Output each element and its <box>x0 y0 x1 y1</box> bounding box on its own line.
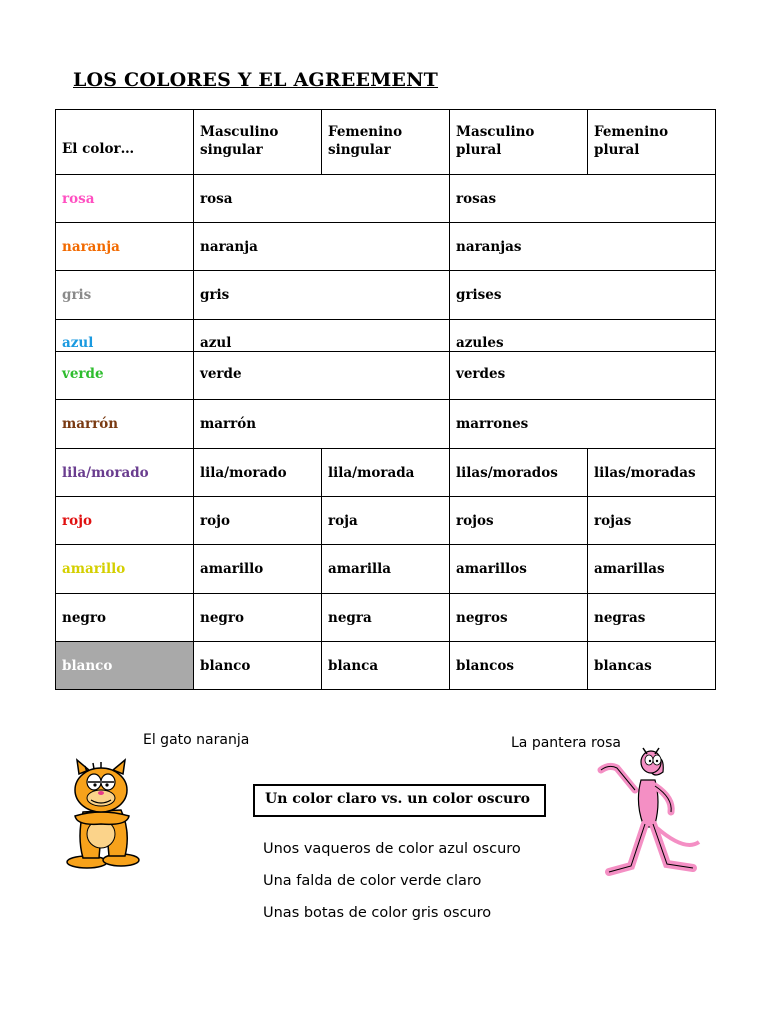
cell-singular: verde <box>194 352 450 400</box>
header-fem-sing: Femenino singular <box>322 110 450 175</box>
pink-panther-image <box>595 742 710 882</box>
color-name: marrón <box>56 400 194 449</box>
cell-masc-plural: amarillos <box>450 545 588 594</box>
table-row <box>56 352 716 400</box>
color-name: amarillo <box>56 545 194 594</box>
panther-caption: La pantera rosa <box>511 735 621 751</box>
example-sentence: Unos vaqueros de color azul oscuro <box>263 841 521 857</box>
cell-fem-sing: lila/morada <box>322 449 450 497</box>
header-masc-sing: Masculino singular <box>194 110 322 175</box>
color-name: naranja <box>56 223 194 271</box>
color-agreement-table <box>55 109 716 690</box>
cell-masc-sing: lila/morado <box>194 449 322 497</box>
table-row <box>56 545 716 594</box>
cell-masc-sing: negro <box>194 594 322 642</box>
color-name-blanco: blanco <box>56 642 194 690</box>
table-row <box>56 320 716 352</box>
garfield-cat-image <box>55 752 145 870</box>
cell-plural: naranjas <box>450 223 716 271</box>
cell-plural: verdes <box>450 352 716 400</box>
color-name: lila/morado <box>56 449 194 497</box>
cell-fem-sing: blanca <box>322 642 450 690</box>
cell-singular: azul <box>194 320 450 352</box>
cell-singular: naranja <box>194 223 450 271</box>
cell-masc-plural: negros <box>450 594 588 642</box>
color-name: rosa <box>56 175 194 223</box>
cell-fem-sing: negra <box>322 594 450 642</box>
table-header-row <box>56 110 716 175</box>
cat-caption: El gato naranja <box>143 732 250 748</box>
color-name: azul <box>56 320 194 352</box>
table-row <box>56 175 716 223</box>
cell-fem-plural: lilas/moradas <box>588 449 716 497</box>
example-sentence: Una falda de color verde claro <box>263 873 482 889</box>
table-row <box>56 449 716 497</box>
cell-plural: grises <box>450 271 716 320</box>
header-color: El color… <box>56 110 194 175</box>
cell-singular: gris <box>194 271 450 320</box>
header-masc-plural: Masculino plural <box>450 110 588 175</box>
color-name: rojo <box>56 497 194 545</box>
color-name: verde <box>56 352 194 400</box>
cell-masc-sing: blanco <box>194 642 322 690</box>
table-row <box>56 271 716 320</box>
table-row <box>56 497 716 545</box>
cell-masc-sing: amarillo <box>194 545 322 594</box>
table-row <box>56 642 716 690</box>
cell-masc-sing: rojo <box>194 497 322 545</box>
cell-fem-sing: amarilla <box>322 545 450 594</box>
color-name: gris <box>56 271 194 320</box>
cell-fem-plural: negras <box>588 594 716 642</box>
cell-plural: marrones <box>450 400 716 449</box>
cell-fem-sing: roja <box>322 497 450 545</box>
header-fem-plural: Femenino plural <box>588 110 716 175</box>
color-name: negro <box>56 594 194 642</box>
cell-plural: azules <box>450 320 716 352</box>
table-row <box>56 223 716 271</box>
cell-plural: rosas <box>450 175 716 223</box>
cell-fem-plural: amarillas <box>588 545 716 594</box>
page-title: LOS COLORES Y EL AGREEMENT <box>73 69 439 91</box>
cell-fem-plural: rojas <box>588 497 716 545</box>
table-row <box>56 594 716 642</box>
cell-masc-plural: lilas/morados <box>450 449 588 497</box>
cell-fem-plural: blancas <box>588 642 716 690</box>
table-row <box>56 400 716 449</box>
claro-oscuro-box: Un color claro vs. un color oscuro <box>253 784 546 817</box>
cell-masc-plural: rojos <box>450 497 588 545</box>
example-sentence: Unas botas de color gris oscuro <box>263 905 492 921</box>
cell-singular: marrón <box>194 400 450 449</box>
cell-masc-plural: blancos <box>450 642 588 690</box>
cell-singular: rosa <box>194 175 450 223</box>
